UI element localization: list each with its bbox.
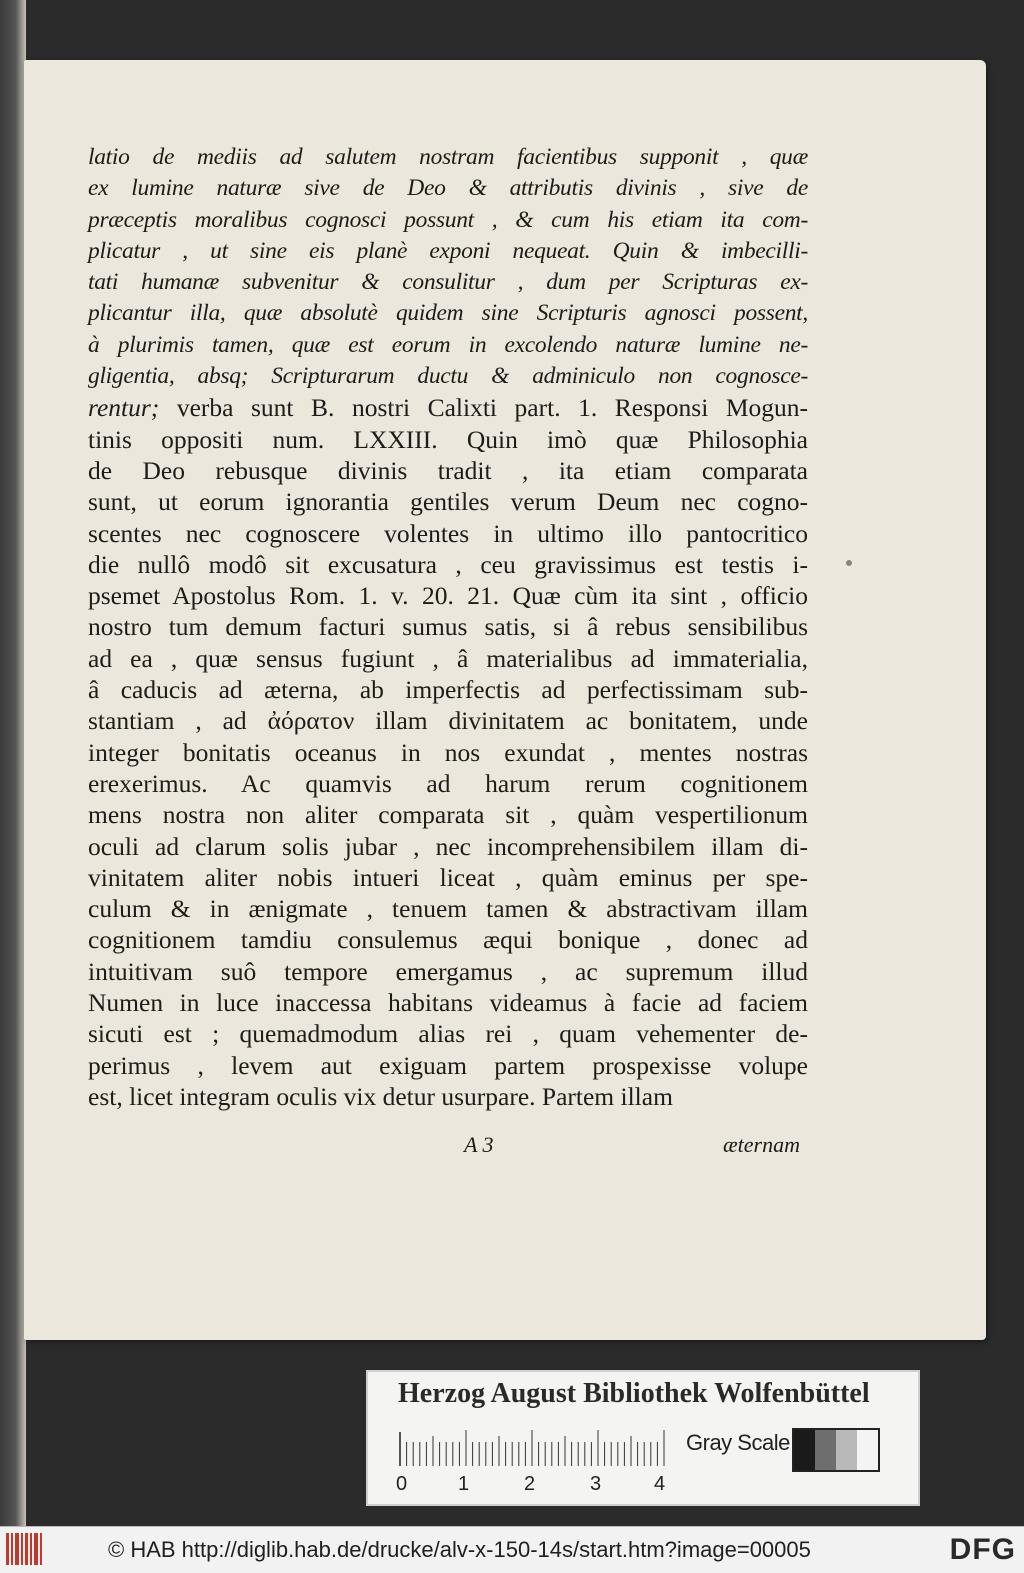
text-line: latio de mediis ad salutem nostram facientibus supponit , quæ [88, 144, 808, 170]
ruler-number: 0 [396, 1473, 408, 1495]
text-line: culum & in ænigmate , tenuem tamen & abstractivam illam [88, 894, 808, 924]
text-line: Numen in luce inaccessa habitans videamus à facie ad faciem [88, 988, 808, 1018]
catchword: æternam [723, 1132, 800, 1157]
gray-swatch [794, 1430, 815, 1470]
page-text [88, 142, 808, 1112]
book-page [24, 60, 986, 1340]
text-line: cognitionem tamdiu consulemus æqui bonique , donec ad [88, 925, 808, 955]
text-line: præceptis moralibus cognosci possunt , & cum his etiam ita com- [88, 206, 808, 233]
text-line: oculi ad clarum solis jubar , nec incomprehensibilem illam di- [88, 831, 808, 861]
text-line: mens nostra non aliter comparata sit , quàm vespertilionum [88, 800, 808, 830]
footer-bar [0, 1526, 1024, 1573]
text-line: ad ea , quæ sensus fugiunt , â materialibus ad immaterialia, [88, 643, 808, 673]
dfg-logo: DFG [949, 1533, 1016, 1566]
paper-speck [846, 560, 852, 566]
text-line: psemet Apostolus Rom. 1. v. 20. 21. Quæ cùm ita sint , officio [88, 581, 808, 611]
ruler-number: 4 [654, 1473, 666, 1495]
measurement-ruler [396, 1426, 670, 1496]
text-line: vinitatem aliter nobis intueri liceat , quàm eminus per spe- [88, 862, 808, 892]
text-line: scentes nec cognoscere volentes in ultimo illo pantocritico [88, 518, 808, 548]
page-footer-marks [88, 1132, 808, 1166]
text-line: erexerimus. Ac quamvis ad harum rerum cognitionem [88, 768, 808, 798]
library-color-card [366, 1370, 920, 1506]
text-line: stantiam , ad ἀόρατον illam divinitatem ac bonitatem, unde [88, 706, 808, 736]
text-line: integer bonitatis oceanus in nos exundat , mentes nostras [88, 737, 808, 767]
text-line: est, licet integram oculis vix detur usurpare. Partem illam [88, 1081, 673, 1111]
gray-scale-swatches [792, 1428, 880, 1472]
text-line: à plurimis tamen, quæ est eorum in excolendo naturæ lumine ne- [88, 331, 808, 358]
text-line: sunt, ut eorum ignorantia gentiles verum Deum nec cogno- [88, 487, 808, 517]
scanner-edge [0, 0, 26, 1526]
signature-mark: A 3 [464, 1132, 494, 1157]
text-line: gligentia, absq; Scripturarum ductu & adminiculo non cognosce- [88, 363, 808, 390]
gray-scale-label: Gray Scale [686, 1430, 790, 1455]
text-line: intuitivam suô tempore emergamus , ac supremum illud [88, 956, 808, 986]
gray-swatch [836, 1430, 857, 1470]
text-line: de Deo rebusque divinis tradit , ita etiam comparata [88, 455, 808, 485]
text-line: nostro tum demum facturi sumus satis, si â rebus sensibilibus [88, 612, 808, 642]
text-line: ex lumine naturæ sive de Deo & attributis divinis , sive de [88, 175, 808, 202]
footer-credit-link[interactable]: © HAB http://diglib.hab.de/drucke/alv-x-150-14s/start.htm?image=00005 [108, 1537, 811, 1562]
library-title: Herzog August Bibliothek Wolfenbüttel [398, 1378, 870, 1409]
text-line: sicuti est ; quemadmodum alias rei , quam vehementer de- [88, 1019, 808, 1049]
text-line: perimus , levem aut exiguam partem prospexisse volupe [88, 1050, 808, 1080]
text-line: tinis oppositi num. LXXIII. Quin imò quæ Philosophia [88, 424, 808, 454]
hab-barcode-icon [6, 1533, 46, 1565]
ruler-number: 1 [458, 1473, 470, 1495]
ruler-number: 3 [590, 1473, 602, 1495]
text-line: die nullô modô sit excusatura , ceu gravissimus est testis i- [88, 549, 808, 579]
text-line: plicantur illa, quæ absolutè quidem sine Scripturis agnosci possent, [88, 300, 808, 327]
text-line: tati humanæ subvenitur & consulitur , dum per Scripturas ex- [88, 269, 808, 296]
text-line [88, 392, 808, 423]
text-line-roman-part: verba sunt B. nostri Calixti part. 1. Responsi Mogun- [159, 393, 808, 423]
gray-swatch [815, 1430, 836, 1470]
gray-swatch [857, 1430, 878, 1470]
ruler-number: 2 [524, 1473, 536, 1495]
text-line-italic-part: rentur; [88, 393, 160, 423]
text-line: â caducis ad æterna, ab imperfectis ad perfectissimam sub- [88, 675, 808, 705]
text-line: plicatur , ut sine eis planè exponi nequeat. Quin & imbecilli- [88, 237, 808, 264]
